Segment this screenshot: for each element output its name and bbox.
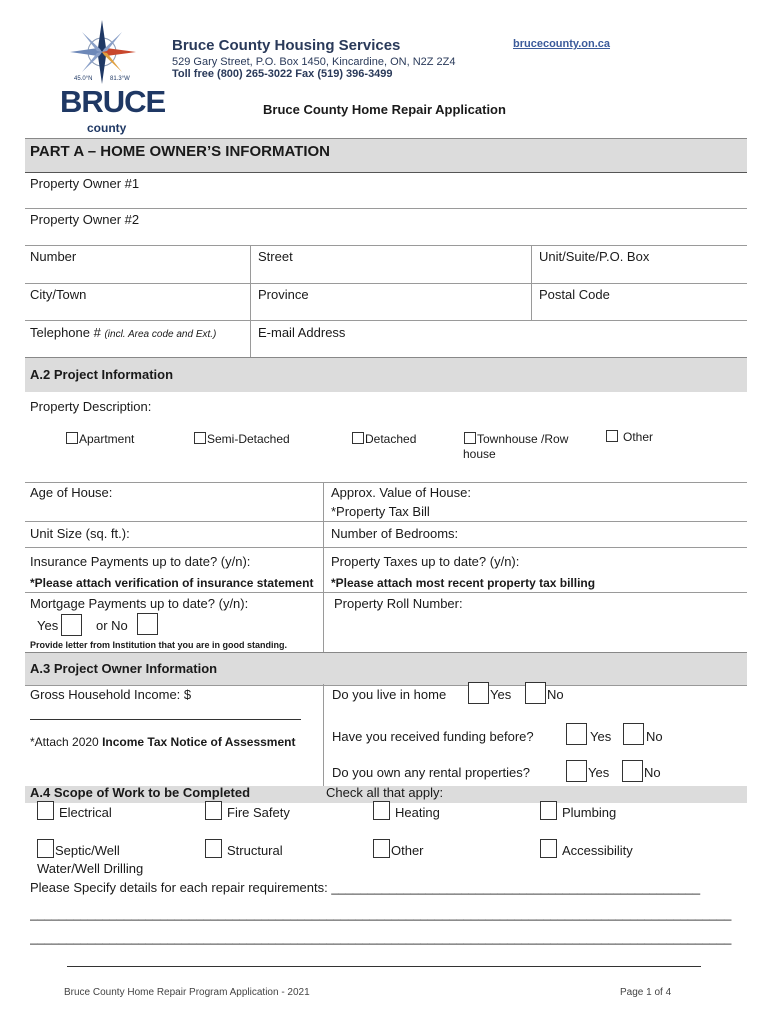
logo-wordmark: BRUCE [60, 84, 166, 119]
apartment-checkbox[interactable] [66, 432, 78, 444]
live-in-home-no-checkbox[interactable] [525, 682, 546, 704]
other-work-label: Other [391, 843, 424, 858]
funding-yes-checkbox[interactable] [566, 723, 587, 745]
townhouse-checkbox[interactable] [464, 432, 476, 444]
taxes-note: *Please attach most recent property tax billing [331, 576, 596, 590]
logo-coord-right: 81.3°W [110, 76, 130, 82]
detached-label: Detached [365, 432, 417, 446]
details-line-1[interactable]: _________________________________________________________________________________________________ [30, 906, 732, 921]
street-label: Street [258, 249, 293, 264]
footer-rule [67, 966, 701, 967]
col-divider [323, 482, 324, 652]
postal-label: Postal Code [539, 287, 610, 302]
a4-title: A.4 Scope of Work to be Completed [30, 785, 251, 800]
live-in-home-no-label: No [547, 687, 564, 702]
divider [25, 482, 747, 483]
age-label: Age of House: [30, 485, 113, 500]
mortgage-yes-label: Yes [37, 618, 59, 633]
divider [25, 521, 747, 522]
divider [25, 320, 747, 321]
accessibility-label: Accessibility [562, 843, 633, 858]
septic-well-checkbox[interactable] [37, 839, 54, 858]
semi-detached-label: Semi-Detached [207, 432, 290, 446]
specify-details-label: Please Specify details for each repair requirements: ___________________________________________________ [30, 880, 701, 895]
live-in-home-yes-label: Yes [490, 687, 512, 702]
apartment-label: Apartment [79, 432, 135, 446]
rental-no-checkbox[interactable] [622, 760, 643, 782]
part-a-title: PART A – HOME OWNER’S INFORMATION [30, 143, 330, 160]
logo-coord-left: 45.0°N [74, 76, 93, 82]
electrical-label: Electrical [59, 805, 112, 820]
footer-program: Bruce County Home Repair Program Application - 2021 [64, 987, 310, 998]
city-label: City/Town [30, 287, 87, 302]
attach-notice [30, 735, 295, 749]
townhouse-label-cont: house [463, 447, 496, 461]
plumbing-checkbox[interactable] [540, 801, 557, 820]
attach-bold: Income Tax Notice of Assessment [102, 735, 296, 749]
unit-size-label: Unit Size (sq. ft.): [30, 526, 130, 541]
property-taxes-label: Property Taxes up to date? (y/n): [331, 554, 520, 569]
org-phone: Toll free (800) 265-3022 Fax (519) 396-3499 [172, 68, 393, 80]
live-in-home-label: Do you live in home [332, 687, 447, 702]
a3-title: A.3 Project Owner Information [30, 661, 218, 676]
other-type-checkbox[interactable] [606, 430, 618, 442]
telephone-label [30, 325, 216, 340]
accessibility-checkbox[interactable] [540, 839, 557, 858]
province-label: Province [258, 287, 309, 302]
org-name: Bruce County Housing Services [172, 37, 401, 54]
unit-label: Unit/Suite/P.O. Box [539, 249, 650, 264]
other-type-label: Other [623, 430, 654, 444]
form-title: Bruce County Home Repair Application [263, 102, 506, 117]
funding-no-label: No [646, 729, 663, 744]
county-logo [60, 18, 166, 138]
heating-label: Heating [395, 805, 440, 820]
approx-value-label: Approx. Value of House: [331, 485, 471, 500]
bedrooms-label: Number of Bedrooms: [331, 526, 459, 541]
gross-income-label: Gross Household Income: $ [30, 687, 192, 702]
provide-letter-note: Provide letter from Institution that you are in good standing. [30, 640, 288, 650]
details-line-2[interactable]: _________________________________________________________________________________________________ [30, 930, 732, 945]
funding-no-checkbox[interactable] [623, 723, 644, 745]
structural-label: Structural [227, 843, 283, 858]
income-underline [30, 719, 301, 720]
rental-no-label: No [644, 765, 661, 780]
electrical-checkbox[interactable] [37, 801, 54, 820]
detached-checkbox[interactable] [352, 432, 364, 444]
owner1-label: Property Owner #1 [30, 176, 140, 191]
owner2-label: Property Owner #2 [30, 212, 140, 227]
col-divider [531, 245, 532, 320]
fire-safety-label: Fire Safety [227, 805, 290, 820]
townhouse-label: Townhouse /Row [477, 432, 569, 446]
footer-page: Page 1 of 4 [620, 987, 672, 998]
funding-yes-label: Yes [590, 729, 612, 744]
structural-checkbox[interactable] [205, 839, 222, 858]
fire-safety-checkbox[interactable] [205, 801, 222, 820]
attach-prefix: *Attach 2020 [30, 735, 103, 749]
divider [25, 283, 747, 284]
tax-bill-label: *Property Tax Bill [331, 504, 430, 519]
org-address: 529 Gary Street, P.O. Box 1450, Kincardine, ON, N2Z 2Z4 [172, 56, 456, 68]
plumbing-label: Plumbing [562, 805, 617, 820]
insurance-label: Insurance Payments up to date? (y/n): [30, 554, 251, 569]
check-all-label: Check all that apply: [326, 785, 444, 800]
rental-yes-label: Yes [588, 765, 610, 780]
col-divider [250, 245, 251, 357]
number-label: Number [30, 249, 77, 264]
water-well-label: Water/Well Drilling [37, 861, 144, 876]
divider [25, 547, 747, 548]
roll-number-label: Property Roll Number: [334, 596, 463, 611]
col-divider [323, 684, 324, 786]
insurance-note: *Please attach verification of insurance statement [30, 576, 314, 590]
mortgage-no-label: or No [96, 618, 128, 633]
received-funding-label: Have you received funding before? [332, 729, 534, 744]
semi-detached-checkbox[interactable] [194, 432, 206, 444]
mortgage-no-checkbox[interactable] [137, 613, 158, 635]
logo-subtitle: county [87, 121, 127, 135]
a2-title: A.2 Project Information [30, 367, 174, 382]
mortgage-label: Mortgage Payments up to date? (y/n): [30, 596, 249, 611]
email-label: E-mail Address [258, 325, 346, 340]
mortgage-yes-checkbox[interactable] [61, 614, 82, 636]
septic-well-label: Septic/Well [55, 843, 120, 858]
divider [25, 245, 747, 246]
other-work-checkbox[interactable] [373, 839, 390, 858]
telephone-text: Telephone # [30, 325, 101, 340]
divider [25, 208, 747, 209]
telephone-note: (incl. Area code and Ext.) [104, 329, 217, 340]
property-description-label: Property Description: [30, 399, 152, 414]
live-in-home-yes-checkbox[interactable] [468, 682, 489, 704]
rental-label: Do you own any rental properties? [332, 765, 531, 780]
rental-yes-checkbox[interactable] [566, 760, 587, 782]
heating-checkbox[interactable] [373, 801, 390, 820]
website-link[interactable]: brucecounty.on.ca [513, 38, 610, 50]
divider [25, 592, 747, 593]
